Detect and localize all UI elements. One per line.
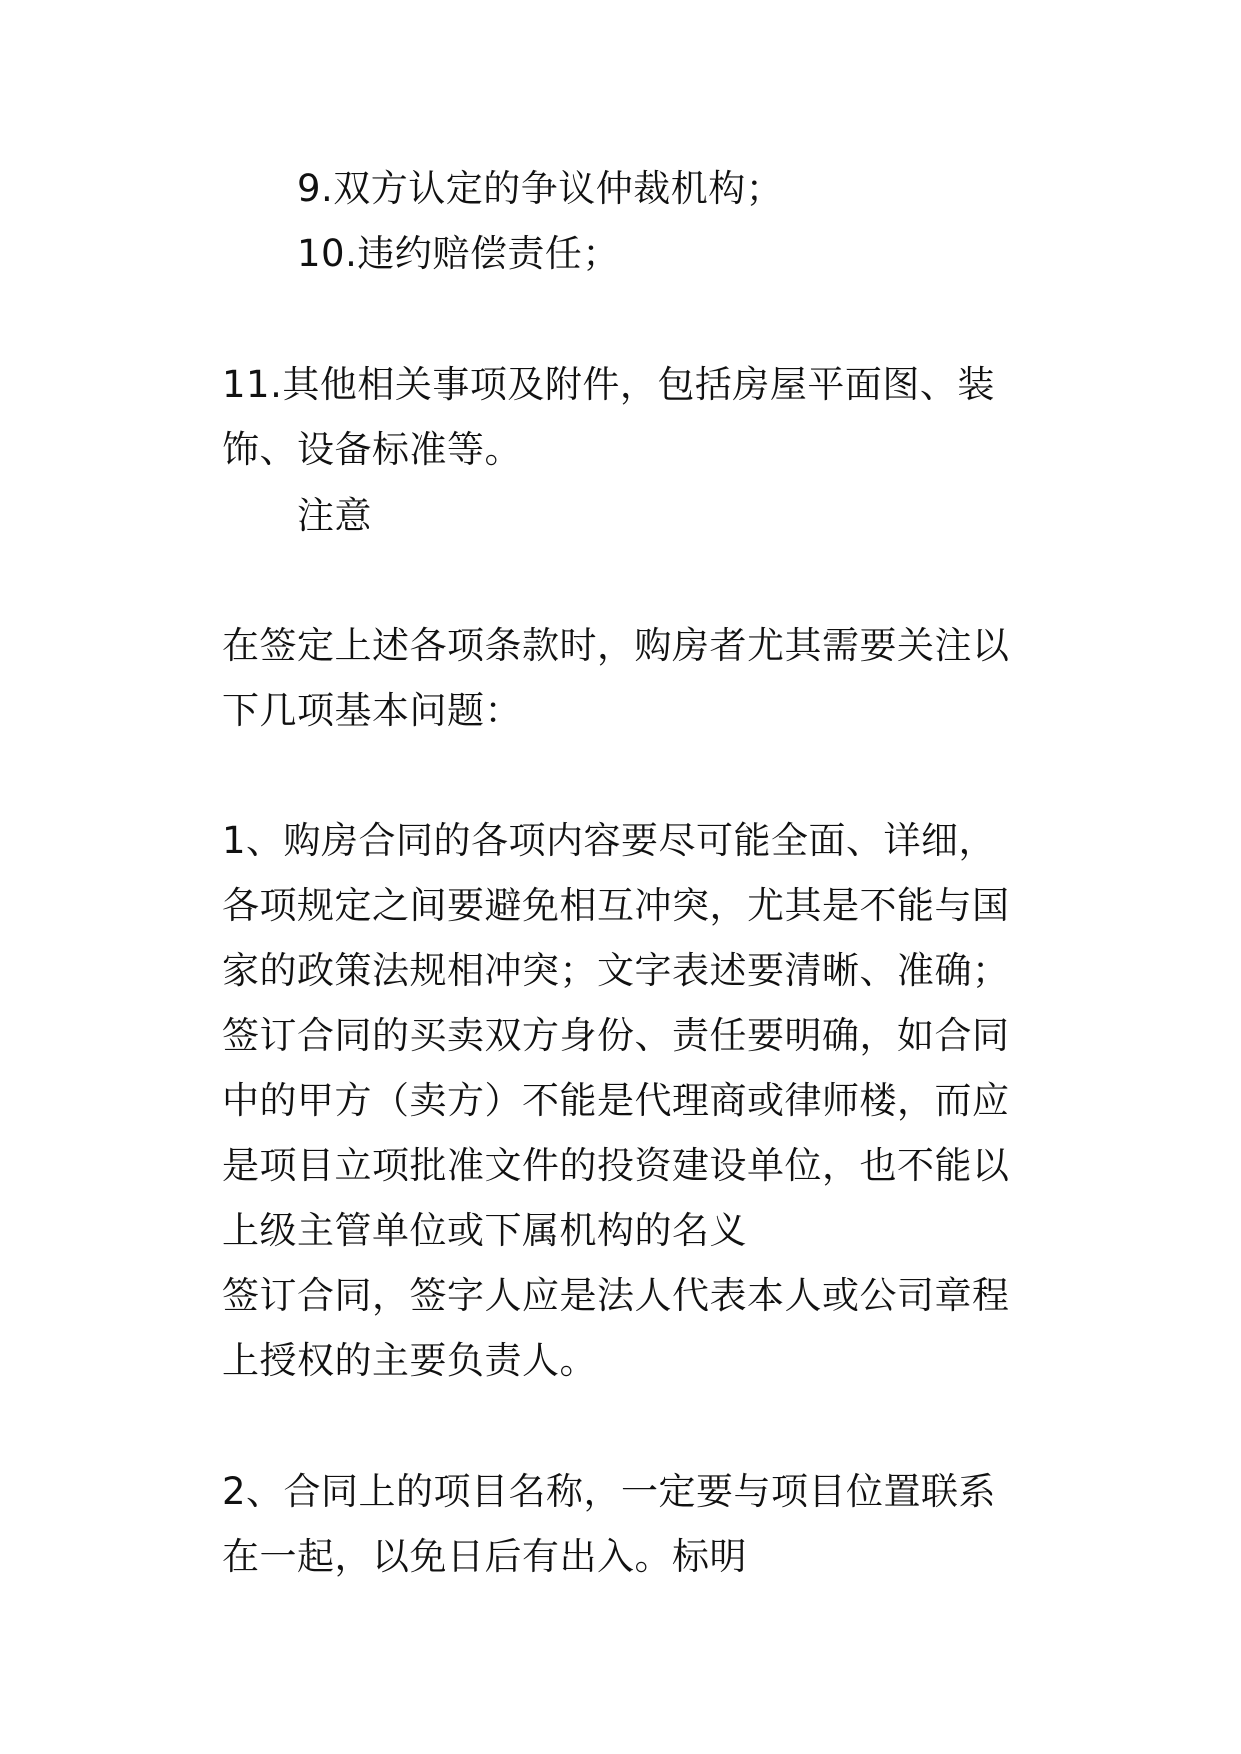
point-1-line-7: 上级主管单位或下属机构的名义 (222, 1209, 747, 1252)
item-11-line-1: 11.其他相关事项及附件，包括房屋平面图、装 (222, 363, 995, 406)
point-1-line-4: 签订合同的买卖双方身份、责任要明确，如合同 (222, 1014, 1010, 1057)
point-1-line-2: 各项规定之间要避免相互冲突，尤其是不能与国 (222, 884, 1010, 927)
point-1-line-5: 中的甲方（卖方）不能是代理商或律师楼，而应 (222, 1079, 1010, 1122)
point-1-line-8: 签订合同，签字人应是法人代表本人或公司章程 (222, 1274, 1010, 1317)
intro-line-1: 在签定上述各项条款时，购房者尤其需要关注以 (222, 624, 1010, 667)
item-11-line-2: 饰、设备标准等。 (222, 428, 522, 471)
point-2-line-1: 2、合同上的项目名称，一定要与项目位置联系 (222, 1470, 997, 1513)
point-2-line-2: 在一起，以免日后有出入。标明 (222, 1535, 747, 1578)
item-9: 9.双方认定的争议仲裁机构； (297, 167, 784, 210)
point-1-line-6: 是项目立项批准文件的投资建设单位，也不能以 (222, 1144, 1010, 1187)
point-1-line-3: 家的政策法规相冲突；文字表述要清晰、准确； (222, 949, 1010, 992)
point-1-line-9: 上授权的主要负责人。 (222, 1339, 597, 1382)
section-heading-note: 注意 (297, 494, 372, 537)
intro-line-2: 下几项基本问题： (222, 689, 522, 732)
item-10: 10.违约赔偿责任； (297, 232, 620, 275)
point-1-line-1: 1、购房合同的各项内容要尽可能全面、详细， (222, 819, 997, 862)
